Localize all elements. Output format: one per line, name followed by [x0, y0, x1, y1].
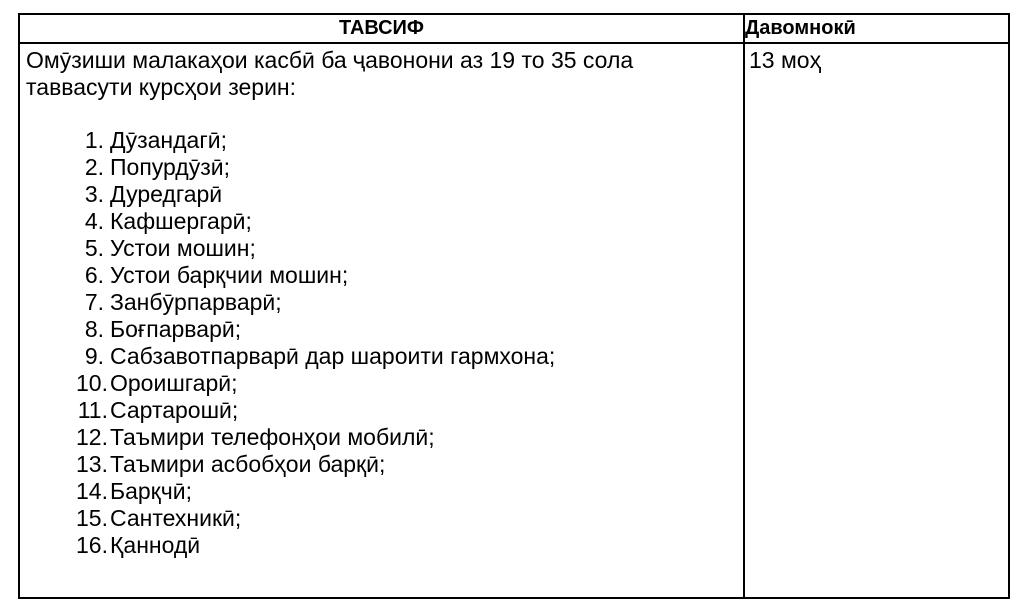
list-item: [26, 397, 743, 424]
list-item: [26, 505, 743, 532]
list-item-text: Қаннодӣ: [110, 532, 201, 558]
program-table: [18, 13, 1010, 599]
list-item-text: Устои мошин;: [110, 235, 256, 261]
list-item: [26, 154, 743, 181]
list-item: [26, 181, 743, 208]
list-item: [26, 424, 743, 451]
list-item-text: Барқчӣ;: [110, 478, 192, 504]
header-duration: Давомнокӣ: [744, 14, 1009, 43]
list-item-text: Боғпарварӣ;: [110, 316, 242, 342]
list-item-number: 6.: [84, 262, 104, 288]
list-item: [26, 127, 743, 154]
list-item: [26, 316, 743, 343]
list-item: [26, 208, 743, 235]
list-item-number: 3.: [84, 181, 104, 207]
list-item: [26, 343, 743, 370]
list-item: [26, 235, 743, 262]
description-cell: [19, 43, 744, 598]
list-item-text: Попурдӯзӣ;: [110, 154, 230, 180]
list-item-number: 8.: [84, 316, 104, 342]
list-item-number: 13.: [76, 451, 108, 477]
list-item-text: Дӯзандагӣ;: [110, 127, 227, 153]
list-item-number: 14.: [76, 478, 108, 504]
list-item-text: Кафшергарӣ;: [110, 208, 252, 234]
list-item-number: 15.: [76, 505, 108, 531]
list-item: [26, 370, 743, 397]
list-item-number: 4.: [84, 208, 104, 234]
list-item-number: 5.: [84, 235, 104, 261]
list-item: [26, 532, 743, 559]
list-item-text: Занбӯрпарварӣ;: [110, 289, 282, 315]
list-item: [26, 262, 743, 289]
list-item-text: Сартарошӣ;: [110, 397, 239, 423]
list-item-text: Сантехникӣ;: [110, 505, 242, 531]
header-row: [19, 14, 1009, 43]
course-list: [26, 127, 743, 559]
intro-text: Омӯзиши малакаҳои касбӣ ба ҷавонони аз 19 то 35 сола таввасути курсҳои зерин:: [26, 47, 634, 100]
list-item-text: Ороишгарӣ;: [110, 370, 238, 396]
list-item: [26, 478, 743, 505]
header-description: ТАВСИФ: [19, 14, 744, 43]
list-item-number: 11.: [77, 397, 108, 423]
list-item: [26, 289, 743, 316]
list-item-number: 2.: [84, 154, 104, 180]
table-row: [19, 43, 1009, 598]
list-item-number: 16.: [76, 532, 108, 558]
list-item-number: 1.: [84, 127, 104, 153]
list-item-text: Таъмири асбобҳои барқӣ;: [110, 451, 386, 477]
list-item-number: 7.: [84, 289, 104, 315]
list-item-text: Сабзавотпарварӣ дар шароити гармхона;: [110, 343, 556, 369]
duration-cell: 13 моҳ: [744, 43, 1009, 598]
list-item-number: 12.: [76, 424, 108, 450]
list-item-text: Дуредгарӣ: [110, 181, 223, 207]
list-item-text: Таъмири телефонҳои мобилӣ;: [110, 424, 435, 450]
list-item: [26, 451, 743, 478]
list-item-number: 10.: [76, 370, 108, 396]
list-item-text: Устои барқчии мошин;: [110, 262, 349, 288]
list-item-number: 9.: [84, 343, 104, 369]
